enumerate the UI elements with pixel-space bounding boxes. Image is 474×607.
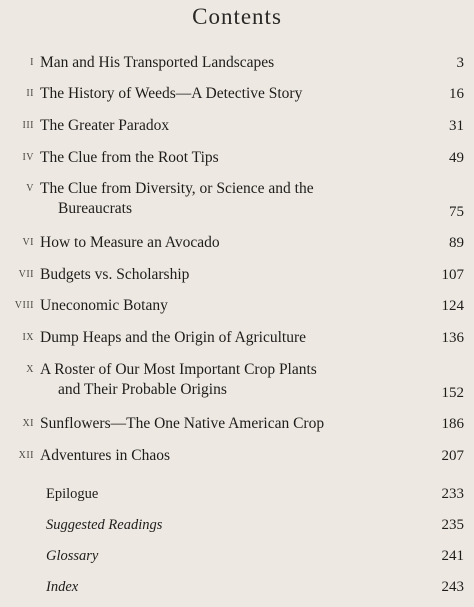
page-title: Contents: [192, 4, 282, 29]
chapter-title: How to Measure an Avocado: [40, 234, 220, 251]
page-number: 75: [449, 204, 464, 220]
page-number: 235: [441, 517, 464, 533]
page-number: 107: [441, 267, 464, 283]
chapter-number: IX: [22, 332, 34, 343]
page-number: 124: [441, 298, 464, 314]
chapter-title: The History of Weeds—A Detective Story: [40, 85, 303, 102]
page-number: 243: [441, 579, 464, 595]
page-number: 136: [441, 330, 464, 346]
chapter-number: IV: [22, 152, 34, 163]
back-matter-title: Epilogue: [46, 486, 99, 502]
chapter-title: A Roster of Our Most Important Crop Plants and Their Probable Origins: [40, 361, 317, 398]
page-number: 233: [441, 486, 464, 502]
chapter-number: VI: [22, 237, 34, 248]
back-matter-title: Glossary: [46, 548, 99, 564]
page-number: 241: [441, 548, 464, 564]
chapter-number: II: [26, 88, 34, 99]
chapter-title: The Greater Paradox: [40, 117, 170, 134]
chapter-number: XI: [22, 418, 34, 429]
chapter-title: The Clue from the Root Tips: [40, 149, 219, 166]
chapter-number: V: [26, 183, 34, 194]
chapter-number: III: [22, 120, 34, 131]
chapter-number: I: [30, 57, 34, 68]
chapter-number: VII: [18, 269, 34, 280]
page-number: 16: [449, 86, 464, 102]
chapter-title: Sunflowers—The One Native American Crop: [40, 415, 325, 432]
chapter-title: Budgets vs. Scholarship: [40, 266, 190, 283]
page-number: 152: [441, 385, 464, 401]
chapter-title: Man and His Transported Landscapes: [40, 54, 275, 71]
page-number: 49: [449, 150, 464, 166]
page-number: 31: [449, 118, 464, 134]
page-number: 89: [449, 235, 464, 251]
chapter-title: Adventures in Chaos: [40, 447, 171, 464]
chapter-number: XII: [18, 450, 34, 461]
chapter-number: X: [26, 364, 34, 375]
page-number: 3: [456, 55, 464, 71]
chapter-title: Dump Heaps and the Origin of Agriculture: [40, 329, 307, 346]
chapter-title: The Clue from Diversity, or Science and the Bureaucrats: [40, 180, 314, 217]
chapter-number: VIII: [14, 300, 34, 311]
back-matter-title: Suggested Readings: [46, 517, 163, 533]
page-number: 207: [441, 448, 464, 464]
chapter-title: Uneconomic Botany: [40, 297, 168, 314]
page-number: 186: [441, 416, 464, 432]
back-matter-title: Index: [46, 579, 79, 595]
